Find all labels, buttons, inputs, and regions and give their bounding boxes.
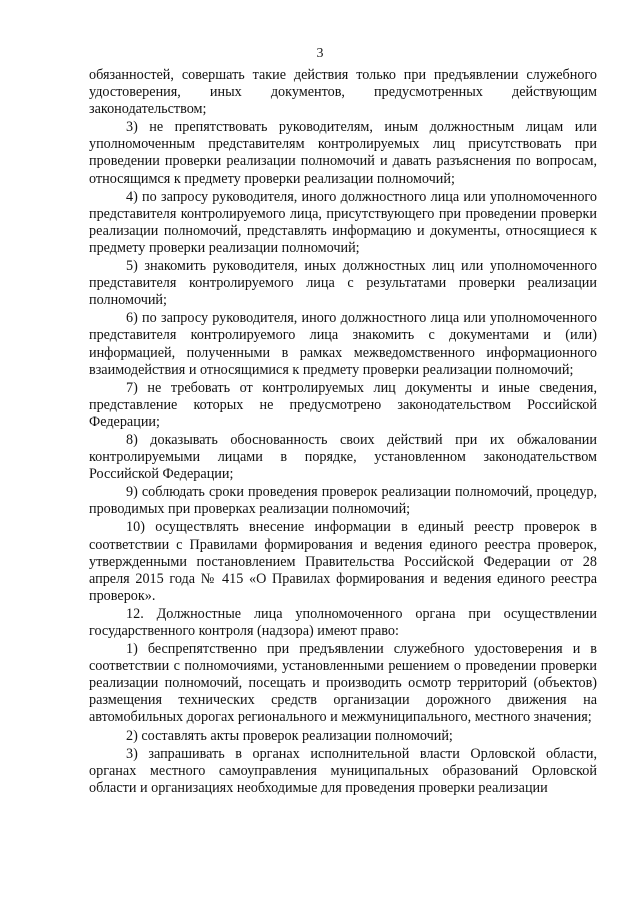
paragraph: 12. Должностные лица уполномоченного органа при осуществлении государственного контроля (надзора) имеют право:	[89, 605, 597, 639]
page-number: 3	[316, 46, 324, 61]
paragraph: 10) осуществлять внесение информации в единый реестр проверок в соответствии с Правилами формирования и ведения единого реестра проверок, утвержденными постановлением Правительства Российской Федерации от 28 апреля 2015 года № 415 «О Правилах формирования и ведения единого реестра проверок».	[89, 519, 597, 604]
paragraph: обязанностей, совершать такие действия только при предъявлении служебного удостоверения, иных документов, предусмотренных действующим законодательством;	[89, 67, 597, 118]
paragraph: 6) по запросу руководителя, иного должностного лица или уполномоченного представителя контролируемого лица знакомить с документами и (или) информацией, полученными в рамках межведомственного информационного взаимодействия и относящимися к предмету проверки реализации полномочий;	[89, 310, 597, 378]
paragraph: 9) соблюдать сроки проведения проверок реализации полномочий, процедур, проводимых при проверках реализации полномочий;	[89, 484, 597, 518]
paragraph: 2) составлять акты проверок реализации полномочий;	[126, 727, 453, 744]
paragraph: 1) беспрепятственно при предъявлении служебного удостоверения и в соответствии с полномочиями, установленными решением о проведении проверки реализации полномочий, посещать и производить осмотр территорий (объектов) размещения технических средств организации дорожного движения на автомобильных дорогах регионального и межмуниципального, местного значения;	[89, 641, 597, 726]
paragraph: 7) не требовать от контролируемых лиц документы и иные сведения, представление которых не предусмотрено законодательством Российской Федерации;	[89, 379, 597, 430]
paragraph: 3) запрашивать в органах исполнительной власти Орловской области, органах местного самоуправления муниципальных образований Орловской области и организациях необходимые для проведения проверки реализации	[89, 745, 597, 796]
paragraph: 4) по запросу руководителя, иного должностного лица или уполномоченного представителя контролируемого лица, присутствующего при проведении проверки реализации полномочий, представлять информацию и документы, относящиеся к предмету проверки реализации полномочий;	[89, 188, 597, 256]
paragraph: 5) знакомить руководителя, иных должностных лиц или уполномоченного представителя контролируемого лица с результатами проверки реализации полномочий;	[89, 258, 597, 309]
document-body	[89, 67, 597, 797]
paragraph: 3) не препятствовать руководителям, иным должностным лицам или уполномоченным представителям контролируемых лиц присутствовать при проведении проверки реализации полномочий и давать разъяснения по вопросам, относящимся к предмету проверки реализации полномочий;	[89, 119, 597, 187]
paragraph: 8) доказывать обоснованность своих действий при их обжаловании контролируемыми лицами в порядке, установленном законодательством Российской Федерации;	[89, 431, 597, 483]
